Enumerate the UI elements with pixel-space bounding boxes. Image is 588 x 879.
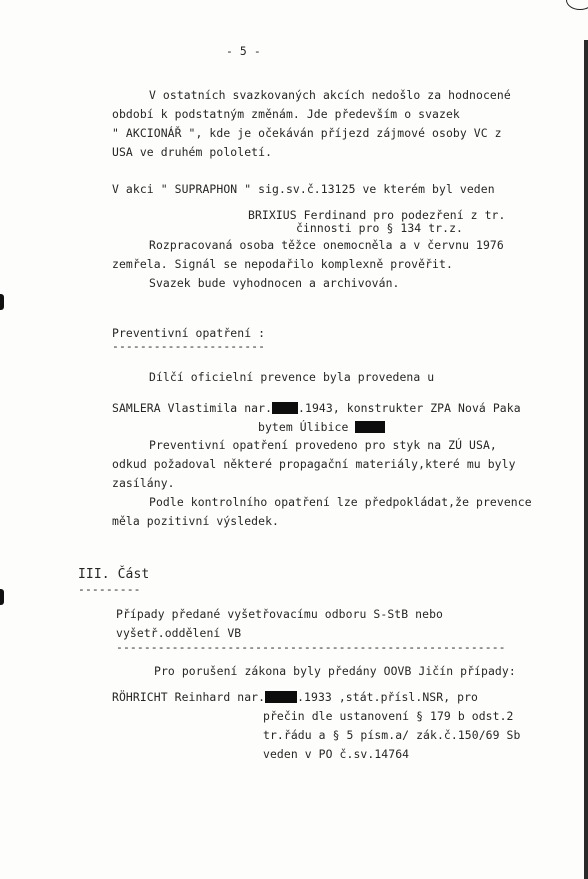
text-line: Dílčí oficielní prevence byla provedena u — [149, 370, 435, 384]
text-line: V akci " SUPRAPHON " sig.sv.č.13125 ve kterém byl veden — [112, 182, 495, 196]
redaction-box — [355, 421, 385, 433]
text-line: Podle kontrolního opatření lze předpokládat,že prevence — [149, 495, 532, 509]
text-line: USA ve druhém pololetí. — [112, 145, 273, 159]
samler-detail: .1943, konstrukter ZPA Nová Paka — [298, 401, 521, 415]
text-line: zasílány. — [112, 476, 175, 490]
page-number: - 5 - — [226, 44, 261, 58]
heading-underline: -------------------------------------------------------- — [116, 640, 506, 654]
text-line: Preventivní opatření provedeno pro styk na ZÚ USA, — [149, 438, 497, 452]
text-line: tr.řádu a § 5 písm.a/ zák.č.150/69 Sb — [263, 728, 521, 742]
rohricht-detail: .1933 ,stát.přísl.NSR, — [297, 690, 451, 704]
text-line: V ostatních svazkovaných akcích nedošlo za hodnocené — [149, 88, 511, 102]
punch-hole-mark — [0, 589, 4, 605]
punch-hole-mark — [0, 294, 4, 310]
samler-address: bytem Úlibice — [258, 420, 349, 434]
rohricht-name: RÖHRICHT Reinhard nar. — [112, 690, 266, 704]
redaction-box — [265, 691, 297, 703]
text-line: měla pozitivní výsledek. — [112, 514, 279, 528]
text-line: zemřela. Signál se nepodařilo komplexně prověřit. — [112, 257, 453, 271]
text-line: odkud požadoval některé propagační materiály,které mu byly — [112, 457, 516, 471]
text-line: " AKCIONÁŘ ", kde je očekáván příjezd zájmové osoby VC z — [112, 126, 502, 140]
section-heading: Preventivní opatření : — [112, 326, 266, 340]
scan-edge — [584, 40, 588, 879]
text-line: RÖHRICHT Reinhard nar. .1933 ,stát.přísl.NSR, pro — [112, 690, 478, 704]
samler-name: SAMLERA Vlastimila nar. — [112, 401, 273, 415]
text-line: Svazek bude vyhodnocen a archivován. — [149, 276, 400, 290]
part-heading: III. Část — [78, 567, 150, 582]
heading-underline: --------- — [78, 582, 141, 596]
text-line: Případy předané vyšetřovacímu odboru S-StB nebo — [116, 607, 444, 621]
text-line: Pro porušení zákona byly předány OOVB Jičín případy: — [154, 664, 516, 678]
text-line: období k podstatným změnám. Jde především o svazek — [112, 107, 460, 121]
text-line: přečin dle ustanovení § 179 b odst.2 — [263, 709, 514, 723]
text-line: BRIXIUS Ferdinand pro podezření z tr. — [248, 208, 506, 222]
text-line: činnosti pro § 134 tr.z. — [296, 221, 463, 235]
text-line: vyšetř.oddělení VB — [116, 626, 242, 640]
heading-underline: ---------------------- — [112, 339, 266, 353]
text-line — [112, 401, 521, 415]
text-line: Rozpracovaná osoba těžce onemocněla a v červnu 1976 — [149, 238, 504, 252]
redaction-box — [272, 402, 298, 414]
text-line — [258, 420, 385, 434]
page-corner-mark — [566, 0, 588, 10]
text-line: veden v PO č.sv.14764 — [263, 747, 410, 761]
